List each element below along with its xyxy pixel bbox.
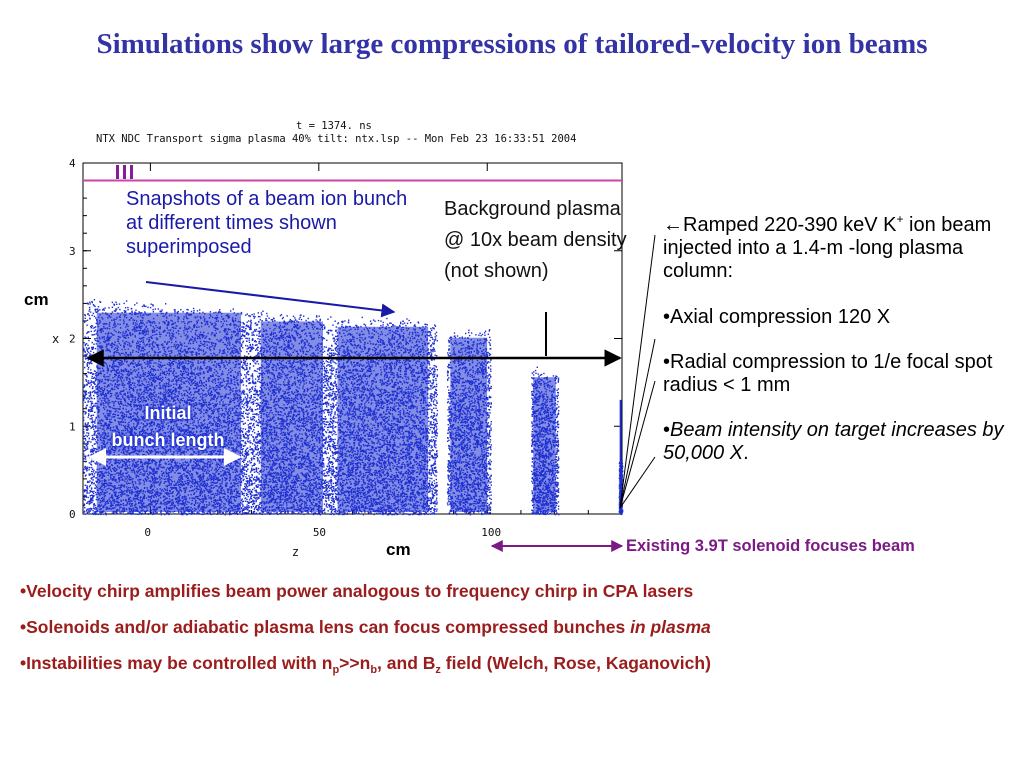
y-tick-label: 1 bbox=[69, 420, 76, 433]
instab-text-c: , and B bbox=[377, 653, 435, 673]
background-plasma-annotation: Background plasma @ 10x beam density (not shown) bbox=[444, 194, 634, 287]
beam-bunch bbox=[329, 316, 438, 515]
instab-text-a: •Instabilities may be controlled with n bbox=[20, 653, 332, 673]
x-tick-label: 50 bbox=[313, 526, 326, 539]
bullet-ramped-text-b: ion beam injected into a 1.4-m -long plasma column: bbox=[663, 214, 991, 282]
beam-bunch bbox=[255, 311, 330, 516]
left-arrow-icon: ← bbox=[663, 214, 683, 236]
bunch-core bbox=[338, 327, 429, 512]
beam-intensity-text: Beam intensity on target increases by 50,000 X bbox=[663, 419, 1004, 464]
in-plasma-text: in plasma bbox=[630, 617, 711, 637]
slide-title: Simulations show large compressions of tailored-velocity ion beams bbox=[40, 26, 984, 63]
simulation-run-info: NTX NDC Transport sigma plasma 40% tilt: ntx.lsp -- Mon Feb 23 16:33:51 2004 bbox=[96, 133, 636, 146]
simulation-time: t = 1374. ns bbox=[96, 120, 636, 133]
initial-label-line1: Initial bbox=[88, 400, 248, 427]
bullet-instabilities bbox=[20, 652, 1010, 674]
bullet-beam-intensity bbox=[663, 419, 1023, 465]
x-unit-label: cm bbox=[386, 538, 411, 562]
summary-bullets bbox=[20, 580, 1010, 688]
bullet-ramped-beam bbox=[663, 214, 1023, 283]
key-results-list bbox=[663, 214, 1023, 487]
instab-text-b: >>n bbox=[339, 653, 370, 673]
y-tick-label: 3 bbox=[69, 245, 76, 258]
beam-intensity-period: . bbox=[743, 442, 749, 464]
snapshot-pointer-arrow bbox=[146, 282, 394, 312]
bullet-ramped-text-a: Ramped 220-390 keV K bbox=[683, 214, 896, 236]
solenoids-text: •Solenoids and/or adiabatic plasma lens can focus compressed bunches bbox=[20, 617, 630, 637]
time-marker bbox=[123, 165, 126, 179]
y-axis-label: x bbox=[52, 332, 59, 346]
x-tick-label: 100 bbox=[481, 526, 501, 539]
bullet-leader-line bbox=[620, 381, 655, 508]
bullet-radial-compression: •Radial compression to 1/e focal spot radius < 1 mm bbox=[663, 351, 1023, 397]
bullet-axial-compression: •Axial compression 120 X bbox=[663, 306, 1023, 329]
initial-label-line2: bunch length bbox=[88, 427, 248, 454]
np-sub: p bbox=[332, 664, 339, 676]
bullet-dot: • bbox=[663, 419, 670, 441]
potassium-charge-sup: + bbox=[896, 212, 903, 226]
initial-bunch-length-label bbox=[88, 400, 248, 454]
beam-bunch bbox=[531, 367, 559, 516]
bunch-core bbox=[533, 377, 556, 512]
y-tick-label: 4 bbox=[69, 157, 76, 170]
time-marker bbox=[130, 165, 133, 179]
bz-sub: z bbox=[435, 664, 441, 676]
nb-sub: b bbox=[370, 664, 377, 676]
bullet-solenoids bbox=[20, 616, 1010, 638]
y-unit-label: cm bbox=[24, 288, 49, 312]
y-tick-label: 2 bbox=[69, 333, 76, 346]
y-tick-label: 0 bbox=[69, 508, 76, 521]
instab-text-d: field (Welch, Rose, Kaganovich) bbox=[441, 653, 711, 673]
time-marker bbox=[116, 165, 119, 179]
x-axis-label: z bbox=[292, 545, 299, 559]
bullet-velocity-chirp: •Velocity chirp amplifies beam power analogous to frequency chirp in CPA lasers bbox=[20, 580, 1010, 602]
x-tick-label: 0 bbox=[144, 526, 151, 539]
solenoid-label: Existing 3.9T solenoid focuses beam bbox=[626, 537, 1024, 556]
bunch-core bbox=[261, 321, 323, 512]
snapshots-annotation: Snapshots of a beam ion bunch at different times shown superimposed bbox=[126, 187, 426, 259]
bunch-core bbox=[450, 338, 487, 512]
